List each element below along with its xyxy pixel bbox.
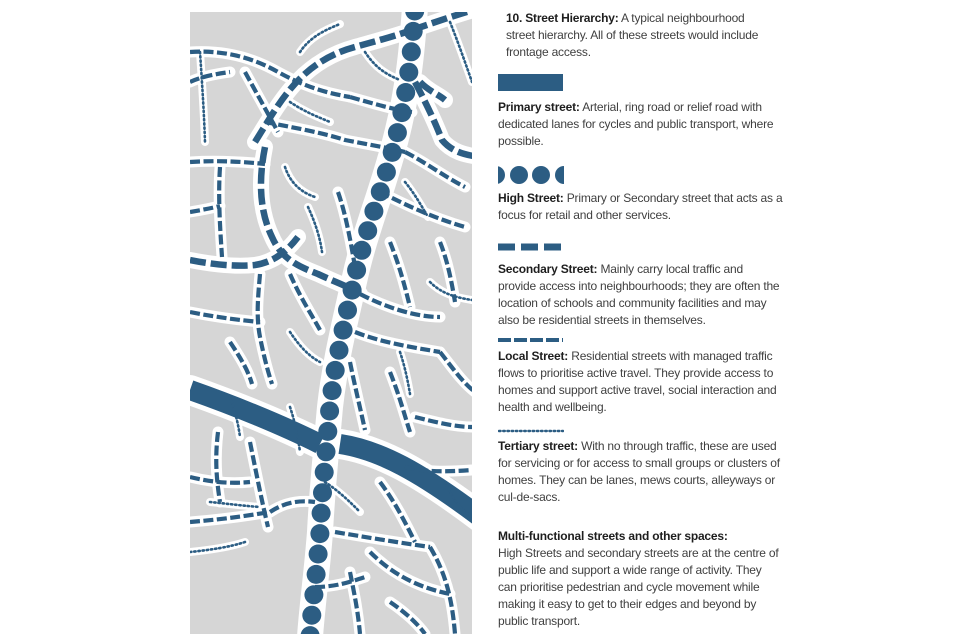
- high-street-dot: [304, 585, 323, 604]
- high-street-dot: [307, 565, 326, 584]
- high-street-dot: [334, 321, 353, 340]
- high-street-dot: [330, 341, 349, 360]
- high-street-dot: [320, 402, 339, 421]
- high-street-swatch-dot: [555, 166, 568, 184]
- high-street-dot: [352, 241, 371, 260]
- high-street-dot: [318, 422, 337, 441]
- entry-local-title: Local Street:: [498, 349, 569, 363]
- high-street-dot: [315, 463, 334, 482]
- entry-tertiary: [498, 438, 783, 506]
- high-street-dot: [402, 42, 421, 61]
- entry-secondary: [498, 261, 783, 329]
- high-street-dot: [404, 22, 423, 41]
- high-street-dot: [392, 103, 411, 122]
- entry-high: [498, 190, 783, 224]
- high-street-dot: [383, 143, 402, 162]
- tertiary-street-swatch: [498, 428, 564, 434]
- primary-street-swatch: [498, 74, 564, 92]
- high-street-dot: [396, 83, 415, 102]
- secondary-street-swatch: [498, 243, 564, 251]
- high-street-dot: [313, 483, 332, 502]
- heading-number: 10.: [506, 11, 523, 25]
- high-street-swatch: [498, 165, 568, 185]
- entry-secondary-text: Mainly carry local traffic and provide access into neighbourhoods; they are often the location of schools and community facilities and may also be residential streets in themselves.: [498, 262, 780, 327]
- high-street-dot: [310, 524, 329, 543]
- high-street-dot: [309, 545, 328, 564]
- entry-local-text: Residential streets with managed traffic flows to prioritise active travel. They provide access to homes and support active travel, social interaction and health and wellbeing.: [498, 349, 777, 414]
- entry-local: [498, 348, 783, 416]
- high-street-dot: [317, 442, 336, 461]
- high-street-dot: [326, 361, 345, 380]
- high-street-dot: [347, 261, 366, 280]
- entry-primary-text: Arterial, ring road or relief road with dedicated lanes for cycles and public transport, where possible.: [498, 100, 774, 148]
- high-street-dot: [377, 163, 396, 182]
- high-street-dot: [399, 63, 418, 82]
- high-street-swatch-dot: [510, 166, 528, 184]
- local-street-swatch: [498, 337, 564, 343]
- high-street-dot: [343, 281, 362, 300]
- entry-tertiary-title: Tertiary street:: [498, 439, 578, 453]
- entry-primary-title: Primary street:: [498, 100, 580, 114]
- entry-secondary-title: Secondary Street:: [498, 262, 598, 276]
- high-street-dot: [302, 606, 321, 625]
- high-street-swatch-dot: [498, 166, 505, 184]
- primary-swatch-bar: [498, 74, 563, 91]
- entry-multi-text: High Streets and secondary streets are at the centre of public life and support a wide range of activity. They can prioritise pedestrian and cycle movement while making it easy to get to their edges and beyond by public transport.: [498, 546, 779, 628]
- heading-title: Street Hierarchy:: [525, 11, 619, 25]
- high-street-dot: [312, 504, 331, 523]
- high-street-dot: [364, 202, 383, 221]
- heading-text: A typical neighbourhood street hierarchy. All of these streets would include frontage access.: [506, 11, 759, 59]
- entry-tertiary-text: With no through traffic, these are used for servicing or for access to small groups or clusters of homes. They can be lanes, mews courts, alleyways or cul-de-sacs.: [498, 439, 780, 504]
- street-hierarchy-map: [190, 12, 472, 634]
- entry-high-title: High Street:: [498, 191, 564, 205]
- high-street-dot: [371, 182, 390, 201]
- high-street-swatch-dot: [532, 166, 550, 184]
- high-street-dot: [323, 381, 342, 400]
- high-street-dot: [388, 123, 407, 142]
- high-street-dot: [338, 301, 357, 320]
- entry-primary: [498, 99, 783, 150]
- entry-multi: [498, 528, 783, 630]
- map-svg: [190, 12, 472, 634]
- entry-multi-title: Multi-functional streets and other spaces:: [498, 529, 728, 543]
- heading-block: [506, 10, 776, 61]
- entry-high-text: Primary or Secondary street that acts as a focus for retail and other services.: [498, 191, 783, 222]
- high-street-dot: [358, 221, 377, 240]
